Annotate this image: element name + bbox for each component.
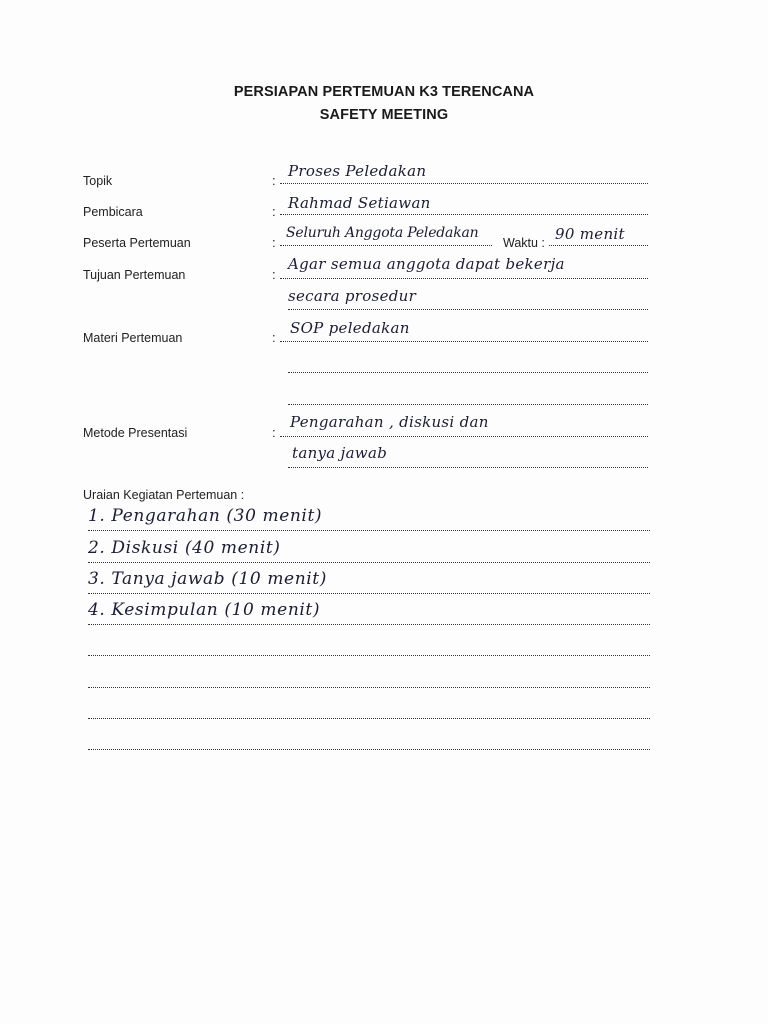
form-subtitle: SAFETY MEETING [319, 107, 449, 123]
waktu-value: 90 menit [555, 225, 625, 243]
materi-value: SOP peledakan [290, 319, 410, 337]
metode-value-line1: Pengarahan , diskusi dan [290, 413, 489, 431]
label-pembicara: Pembicara [83, 205, 143, 219]
colon: : [272, 330, 276, 345]
uraian-item: 1. Pengarahan (30 menit) [88, 506, 323, 526]
peserta-value: Seluruh Anggota Peledakan [286, 225, 479, 241]
metode-value-line2: tanya jawab [292, 444, 388, 462]
dotted-line [280, 245, 492, 246]
dotted-line [280, 436, 648, 437]
label-topik: Topik [83, 174, 113, 188]
dotted-line [288, 372, 648, 373]
colon: : [272, 235, 276, 250]
dotted-line [88, 718, 650, 719]
uraian-item: 4. Kesimpulan (10 menit) [88, 600, 321, 620]
dotted-line [88, 624, 650, 625]
dotted-line [280, 214, 648, 215]
dotted-line [88, 655, 650, 656]
dotted-line [288, 404, 648, 405]
dotted-line [280, 183, 648, 184]
label-metode: Metode Presentasi [83, 426, 188, 440]
tujuan-value-line2: secara prosedur [288, 287, 417, 305]
tujuan-value-line1: Agar semua anggota dapat bekerja [288, 255, 565, 273]
dotted-line [280, 278, 648, 279]
pembicara-value: Rahmad Setiawan [288, 194, 431, 212]
dotted-line [88, 562, 650, 563]
dotted-line [549, 245, 648, 246]
label-uraian: Uraian Kegiatan Pertemuan : [83, 488, 245, 502]
label-waktu: Waktu : [503, 236, 545, 250]
colon: : [272, 425, 276, 440]
colon: : [272, 267, 276, 282]
dotted-line [88, 593, 650, 594]
label-tujuan: Tujuan Pertemuan [83, 268, 186, 282]
dotted-line [88, 749, 650, 750]
colon: : [272, 173, 276, 188]
colon: : [272, 204, 276, 219]
label-peserta: Peserta Pertemuan [83, 236, 191, 250]
uraian-item: 2. Diskusi (40 menit) [88, 538, 281, 558]
dotted-line [288, 309, 648, 310]
dotted-line [288, 467, 648, 468]
dotted-line [88, 530, 650, 531]
uraian-item: 3. Tanya jawab (10 menit) [88, 569, 327, 589]
label-materi: Materi Pertemuan [83, 331, 183, 345]
dotted-line [88, 687, 650, 688]
topik-value: Proses Peledakan [288, 162, 427, 180]
dotted-line [280, 341, 648, 342]
form-title: PERSIAPAN PERTEMUAN K3 TERENCANA [233, 84, 535, 100]
